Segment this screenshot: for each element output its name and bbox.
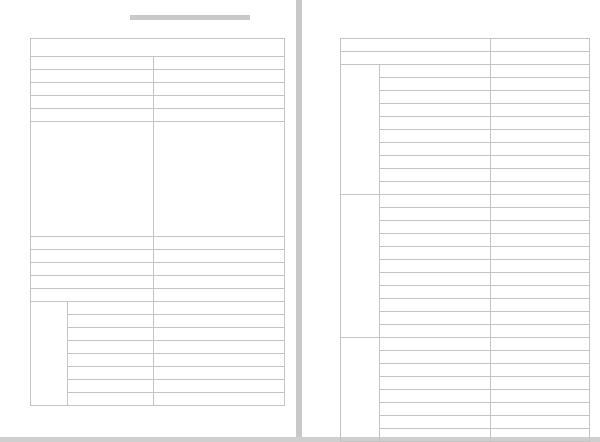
left-table (30, 38, 285, 406)
group-cell (341, 338, 380, 442)
table-row (341, 39, 491, 52)
table-row (31, 96, 154, 109)
group-cell (341, 65, 380, 195)
table-row (31, 83, 154, 96)
table-row (31, 250, 154, 263)
table-row (31, 109, 154, 122)
group-cell (31, 302, 68, 406)
table-row (31, 57, 154, 70)
table-row (31, 122, 154, 237)
right-page (302, 0, 600, 437)
table-row (341, 52, 491, 65)
table-row (31, 237, 154, 250)
table-title (31, 39, 285, 57)
table-row (31, 276, 154, 289)
left-page (0, 0, 296, 437)
page-heading (130, 15, 250, 20)
group-cell (341, 195, 380, 338)
table-row (31, 263, 154, 276)
table-row (31, 70, 154, 83)
table-row (31, 289, 154, 302)
right-table (340, 38, 590, 442)
